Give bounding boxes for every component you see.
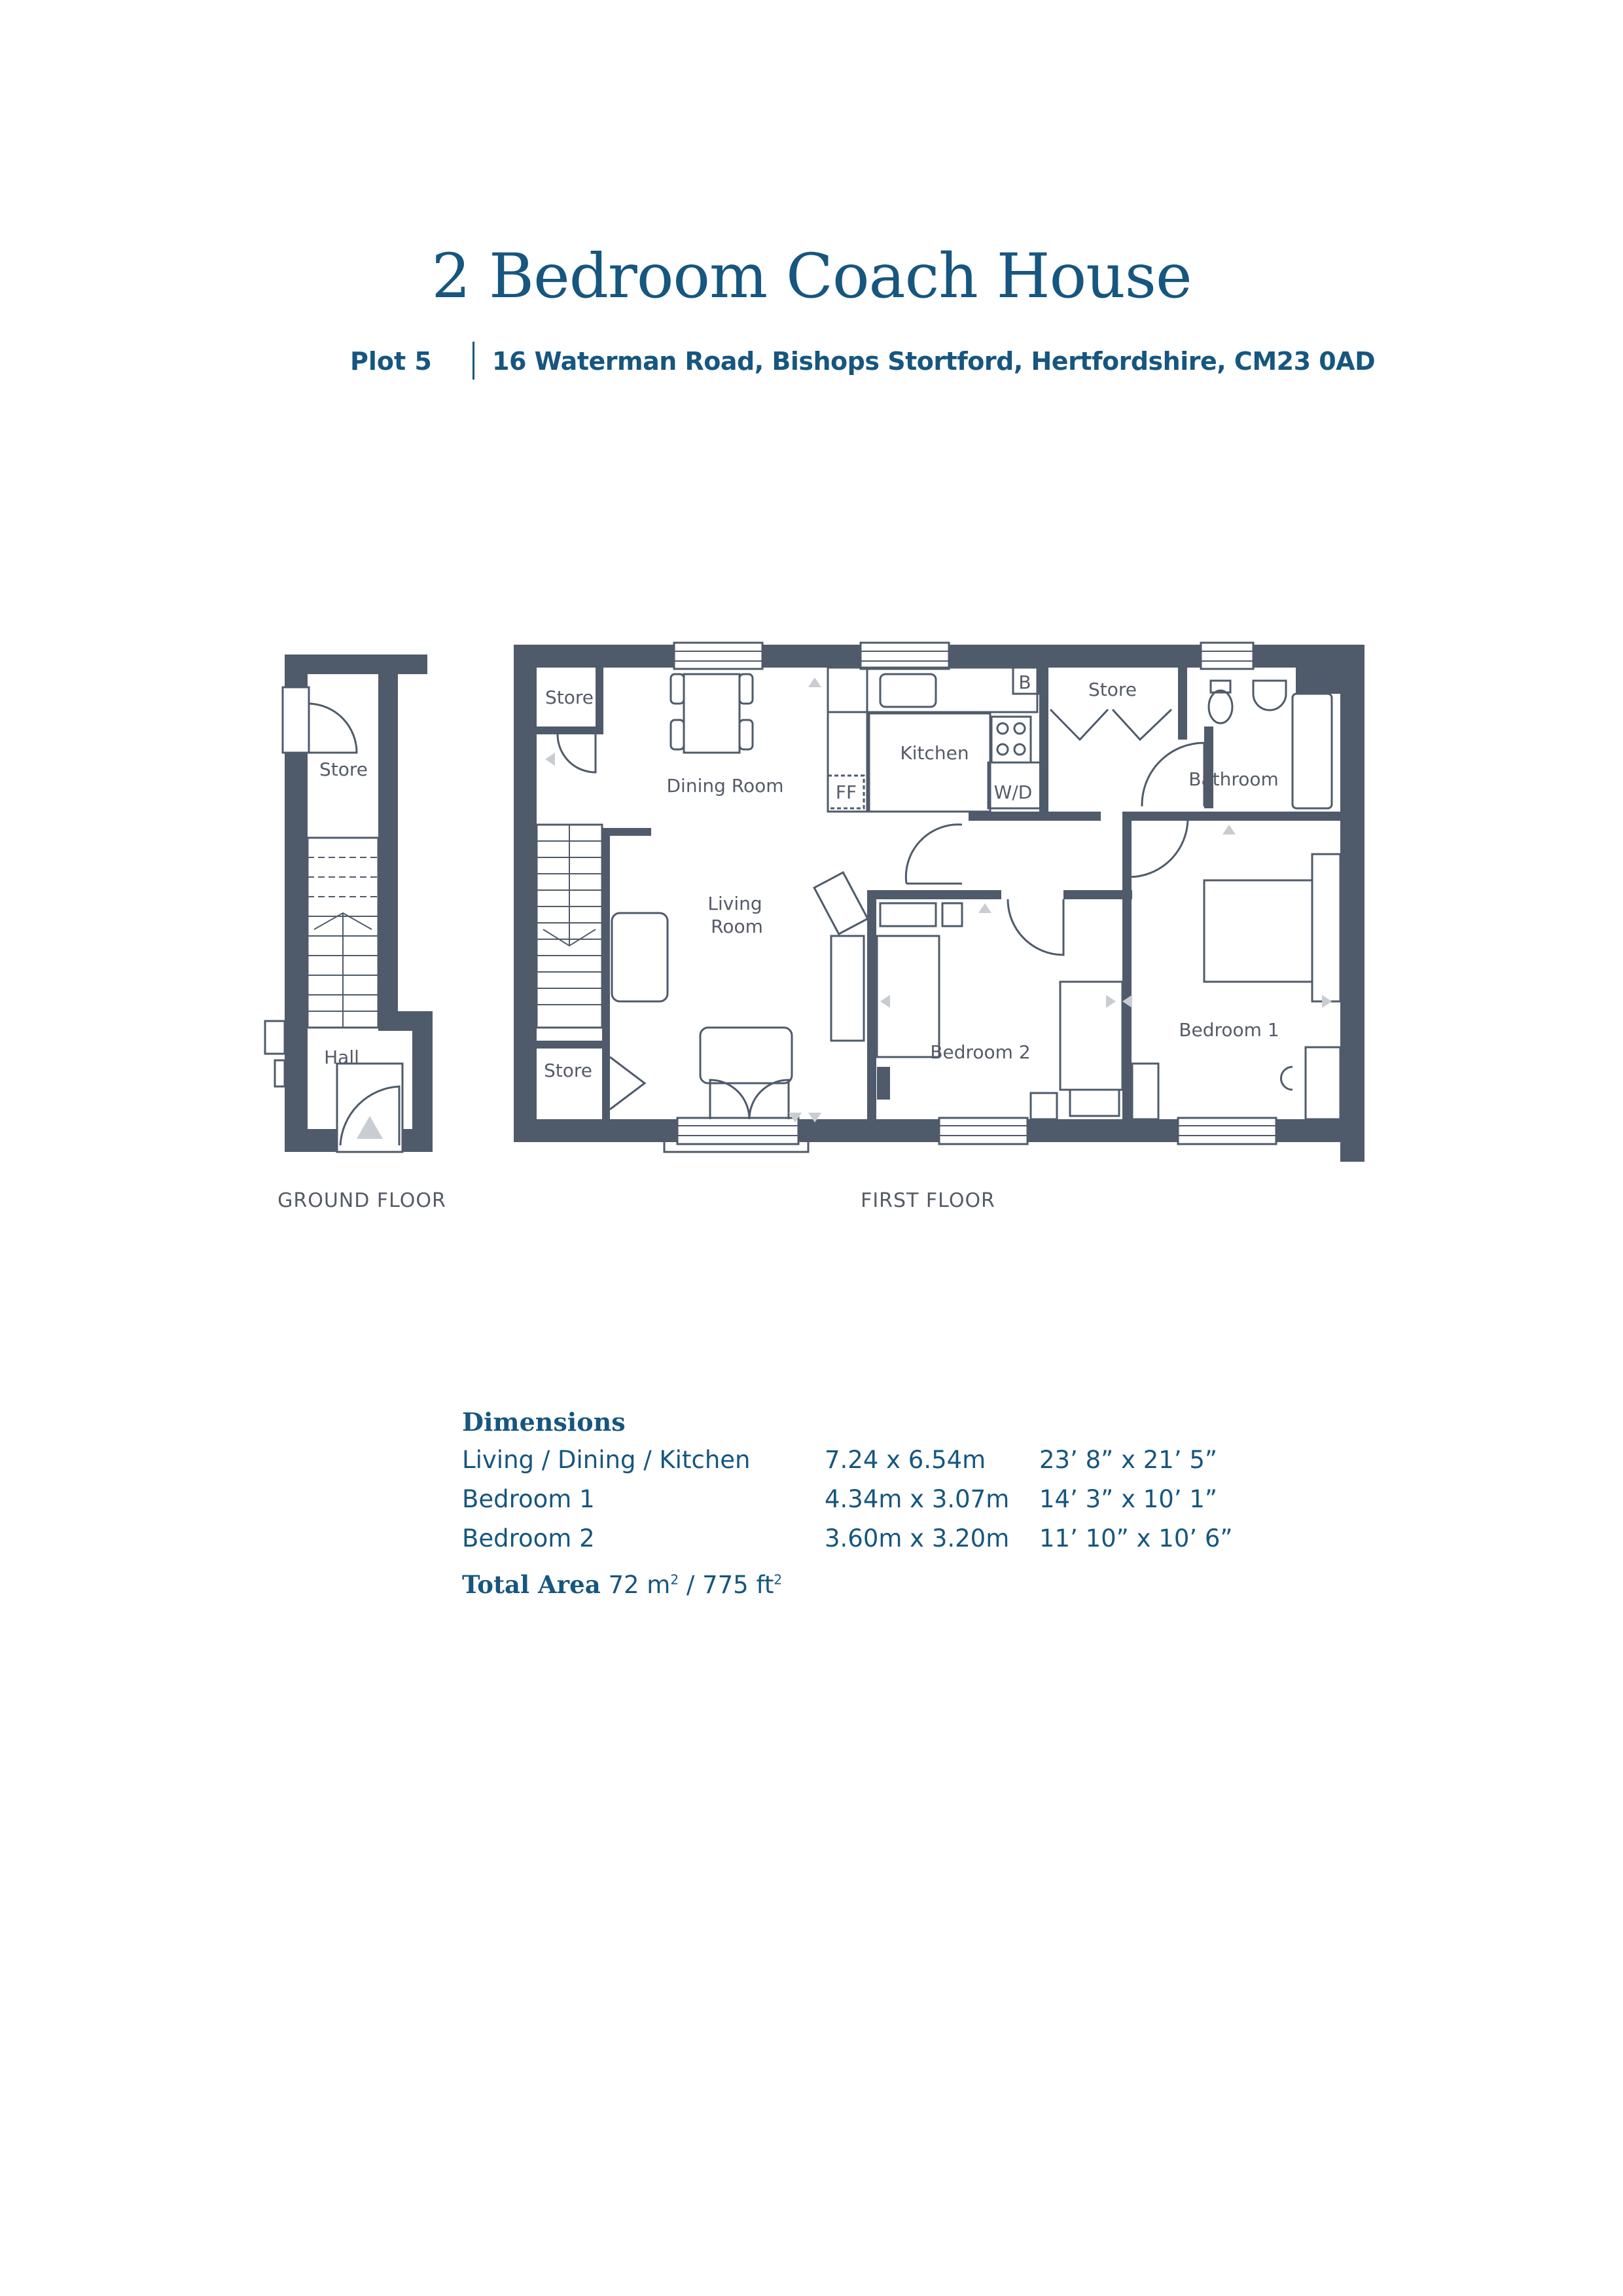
basin-icon xyxy=(1253,681,1286,710)
dimension-imperial: 11’ 10” x 10’ 6” xyxy=(1039,1524,1233,1552)
dimension-imperial: 23’ 8” x 21’ 5” xyxy=(1039,1446,1218,1474)
wd-label: W/D xyxy=(993,781,1033,803)
bedroom2-radiator xyxy=(877,1067,890,1100)
table-row xyxy=(462,1524,1233,1564)
ground-floor-label: GROUND FLOOR xyxy=(277,1189,446,1212)
gf-wall-bottom-left xyxy=(285,1129,337,1152)
bedroom2-drawers xyxy=(1070,1090,1119,1116)
ff-store-label: Store xyxy=(544,687,594,708)
dimensions-title: Dimensions xyxy=(462,1407,626,1437)
gf-wall-right xyxy=(378,655,398,1024)
total-area-imperial: 775 ft xyxy=(702,1571,774,1599)
property-address: 16 Waterman Road, Bishops Stortford, Hertfordshire, CM23 0AD xyxy=(492,347,1376,376)
gf-wall-top xyxy=(285,655,427,674)
gf-wall-bottom-right xyxy=(402,1129,433,1152)
total-area xyxy=(462,1570,782,1599)
ff-bottom-windows xyxy=(677,1118,1276,1144)
ff-store-top-right-doors xyxy=(1050,709,1171,740)
ff-stair-treads xyxy=(537,825,602,1005)
gf-meter-box xyxy=(265,1021,285,1054)
dimensions-table xyxy=(462,1407,1233,1599)
side-chair xyxy=(814,872,868,934)
bathtub xyxy=(1293,694,1332,808)
total-area-imperial-sup: 2 xyxy=(774,1571,783,1588)
gf-hall-label: Hall xyxy=(324,1047,359,1068)
total-area-separator: / xyxy=(679,1571,703,1599)
hob-ring-icon xyxy=(997,744,1008,755)
kitchen-door-swing xyxy=(906,825,962,884)
bedroom1-bed xyxy=(1204,880,1312,982)
bedroom2-door-swing xyxy=(1008,899,1063,955)
kitchen-label: Kitchen xyxy=(900,742,969,764)
toilet-icon xyxy=(1209,691,1232,723)
ff-wall-right xyxy=(1340,645,1364,1162)
table-row xyxy=(462,1446,1218,1485)
bedroom2-bin xyxy=(1031,1093,1057,1119)
dimension-metric: 7.24 x 6.54m xyxy=(825,1446,986,1474)
bedroom1-door-swing xyxy=(1129,818,1188,877)
bedroom-1-label: Bedroom 1 xyxy=(1179,1019,1279,1041)
gf-store-label: Store xyxy=(319,759,368,780)
bathroom-label: Bathroom xyxy=(1188,768,1279,790)
ff-store-bottom-label: Store xyxy=(543,1060,593,1081)
living-room-label-1: Living xyxy=(707,893,762,914)
ff-store2-door xyxy=(610,1057,645,1109)
ff-wall-left xyxy=(514,645,537,1142)
living-room-label-2: Room xyxy=(711,916,763,937)
bedroom2-shelf xyxy=(942,903,962,926)
sofa xyxy=(700,1028,792,1083)
tv-unit xyxy=(831,936,864,1041)
hob-ring-icon xyxy=(1014,744,1025,755)
boiler-label: B xyxy=(1018,672,1031,693)
dimension-imperial: 14’ 3” x 10’ 1” xyxy=(1039,1485,1218,1513)
ground-floor-plan xyxy=(265,655,433,1152)
gf-store-door-swing xyxy=(309,704,357,753)
gf-store-door-gap xyxy=(283,687,309,753)
bedroom1-desk xyxy=(1306,1047,1340,1119)
dining-room-label: Dining Room xyxy=(666,775,784,797)
total-area-metric-sup: 2 xyxy=(670,1571,679,1588)
bedroom2-bed xyxy=(877,936,939,1057)
dimension-room: Living / Dining / Kitchen xyxy=(462,1446,751,1474)
total-area-label: Total Area xyxy=(462,1570,601,1599)
bedroom2-wardrobe xyxy=(880,903,936,926)
ff-label: FF xyxy=(835,781,857,803)
dining-table xyxy=(684,674,740,753)
bedroom2-desk xyxy=(1060,982,1122,1090)
bedroom-2-label: Bedroom 2 xyxy=(930,1041,1031,1063)
armchair xyxy=(612,913,668,1001)
gf-stair-treads xyxy=(308,857,378,1028)
dimension-metric: 3.60m x 3.20m xyxy=(825,1524,1010,1552)
bedroom1-wardrobe xyxy=(1312,854,1340,1001)
gf-entrance-arrow-icon xyxy=(357,1116,383,1139)
dimension-metric: 4.34m x 3.07m xyxy=(825,1485,1010,1513)
bedroom1-chair xyxy=(1281,1067,1293,1090)
kitchen-hob xyxy=(991,717,1031,762)
plot-number: Plot 5 xyxy=(350,347,432,376)
gf-meter-box-2 xyxy=(275,1060,285,1086)
dimension-room: Bedroom 1 xyxy=(462,1485,595,1513)
first-floor-plan xyxy=(514,643,1364,1162)
ff-store-door xyxy=(558,734,596,772)
first-floor-label: FIRST FLOOR xyxy=(861,1189,995,1212)
ff-store-right-label: Store xyxy=(1088,679,1137,700)
ff-french-doors xyxy=(710,1080,789,1119)
hob-ring-icon xyxy=(997,723,1008,734)
dimension-room: Bedroom 2 xyxy=(462,1524,595,1552)
kitchen-sink xyxy=(880,674,936,707)
table-row xyxy=(462,1485,1218,1524)
hob-ring-icon xyxy=(1014,723,1025,734)
total-area-metric: 72 m xyxy=(608,1571,671,1599)
page-title: 2 Bedroom Coach House xyxy=(431,241,1192,312)
bedroom1-drawers xyxy=(1132,1064,1158,1119)
